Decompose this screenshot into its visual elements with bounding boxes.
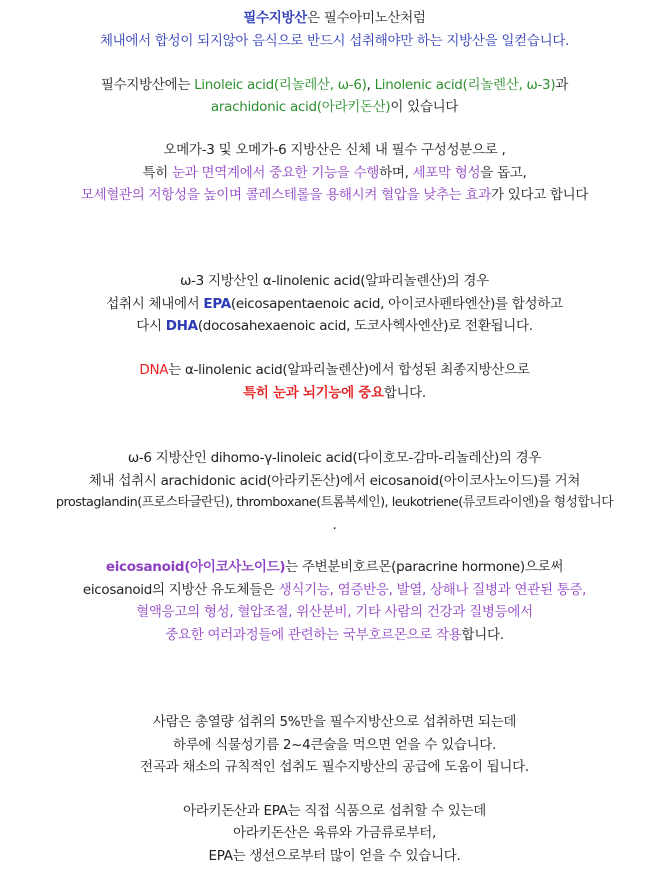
text: 하며, xyxy=(379,165,413,181)
p8-line-2 xyxy=(0,735,669,755)
text: 하루에 식물성기름 2~4큰술을 먹으면 얻을 수 있습니다. xyxy=(172,737,497,753)
p1-line-2 xyxy=(0,31,669,51)
p4-line-3 xyxy=(0,316,669,336)
text: 체내에서 합성이 되지않아 음식으로 반드시 섭취해야만 하는 지방산을 일컫습니다. xyxy=(99,33,570,49)
text: 은 필수아미노산처럼 xyxy=(307,10,426,26)
text: 오메가-3 및 오메가-6 지방산은 신체 내 필수 구성성분으로 , xyxy=(163,142,506,158)
text: eicosanoid의 지방산 유도체들은 xyxy=(82,582,279,598)
text: 이 있습니다 xyxy=(390,99,459,115)
text: 섭취시 체내에서 xyxy=(106,296,204,312)
text: (docosahexaenoic acid, 도코사헥사엔산)로 전환됩니다. xyxy=(197,318,533,334)
term-essential-fatty-acid: 필수지방산 xyxy=(243,10,308,26)
p7-line-4 xyxy=(0,625,669,645)
text: 을 돕고, xyxy=(480,165,527,181)
text: 아라키돈산과 EPA는 직접 식품으로 섭취할 수 있는데 xyxy=(183,803,486,819)
text: 과 xyxy=(555,77,569,93)
p6-line-3 xyxy=(0,493,669,513)
p6-line-1 xyxy=(0,448,669,468)
highlight-functions-cont: 혈액응고의 형성, 혈압조절, 위산분비, 기타 사람의 건강과 질병등에서 xyxy=(136,604,533,620)
p6-line-2 xyxy=(0,471,669,491)
p5-line-2 xyxy=(0,383,669,403)
p7-line-2 xyxy=(0,580,669,600)
highlight-local-hormone: 중요한 여러과정들에 관련하는 국부호르몬으로 작용 xyxy=(165,627,462,643)
p9-line-3 xyxy=(0,846,669,866)
text: , xyxy=(366,77,375,93)
term-dha: DHA xyxy=(165,318,198,334)
text: 합니다. xyxy=(461,627,504,643)
text: 다시 xyxy=(136,318,166,334)
text: prostaglandin(프로스타글란딘), thromboxane(트롬복세인), leukotriene(류코트라이엔)을 형성합니다 xyxy=(55,495,614,510)
text: 는 α-linolenic acid(알파리놀렌산)에서 합성된 최종지방산으로 xyxy=(168,362,530,378)
term-arachidonic-acid: arachidonic acid(아라키돈산) xyxy=(210,99,391,115)
text: 필수지방산에는 xyxy=(100,77,195,93)
text: 특히 xyxy=(142,165,172,181)
highlight-blood-pressure: 모세혈관의 저항성을 높이며 콜레스테롤을 용해시켜 혈압을 낮추는 효과 xyxy=(80,187,491,203)
p8-line-3 xyxy=(0,757,669,777)
p9-line-2 xyxy=(0,823,669,843)
term-linoleic-acid: Linoleic acid(리놀레산, ω-6) xyxy=(194,77,367,93)
term-dna: DNA xyxy=(139,362,169,378)
p7-line-1 xyxy=(0,557,669,577)
text: 사람은 총열량 섭취의 5%만을 필수지방산으로 섭취하면 되는데 xyxy=(152,714,517,730)
p3-line-2 xyxy=(0,163,669,183)
highlight-eye-immune: 눈과 면역계에서 중요한 기능을 수행 xyxy=(172,165,380,181)
text: . xyxy=(332,517,337,533)
term-epa: EPA xyxy=(203,296,231,312)
p3-line-1 xyxy=(0,140,669,160)
term-linolenic-acid: Linolenic acid(리놀렌산, ω-3) xyxy=(374,77,556,93)
p8-line-1 xyxy=(0,712,669,732)
text: EPA는 생선으로부터 많이 얻을 수 있습니다. xyxy=(208,848,461,864)
p4-line-1 xyxy=(0,271,669,291)
text: 전곡과 채소의 규칙적인 섭취도 필수지방산의 공급에 도움이 됩니다. xyxy=(140,759,529,775)
text: 가 있다고 합니다 xyxy=(491,187,589,203)
p2-line-1 xyxy=(0,75,669,95)
p1-line-1 xyxy=(0,8,669,28)
p3-line-3 xyxy=(0,185,669,205)
highlight-functions: 생식기능, 염증반응, 발열, 상해나 질병과 연관된 통증, xyxy=(278,582,587,598)
text: 는 주변분비호르몬(paracrine hormone)으로써 xyxy=(285,559,564,575)
term-eicosanoid: eicosanoid(아이코사노이드) xyxy=(105,559,286,575)
p6-line-4 xyxy=(0,515,669,535)
p9-line-1 xyxy=(0,801,669,821)
text: ω-6 지방산인 dihomo-γ-linoleic acid(다이호모-감마-리놀레산)의 경우 xyxy=(127,450,542,466)
p2-line-2 xyxy=(0,97,669,117)
text: 합니다. xyxy=(383,385,426,401)
p5-line-1 xyxy=(0,360,669,380)
text: (eicosapentaenoic acid, 아이코사펜타엔산)를 합성하고 xyxy=(230,296,563,312)
text: 체내 섭취시 arachidonic acid(아라키돈산)에서 eicosanoid(아이코사노이드)를 거쳐 xyxy=(88,473,581,489)
highlight-eye-brain: 특히 눈과 뇌기능에 중요 xyxy=(243,385,384,401)
text: 아라키돈산은 육류와 가금류로부터, xyxy=(232,825,437,841)
text: ω-3 지방산인 α-linolenic acid(알파리놀렌산)의 경우 xyxy=(180,273,489,289)
p7-line-3 xyxy=(0,602,669,622)
p4-line-2 xyxy=(0,294,669,314)
highlight-cell-membrane: 세포막 형성 xyxy=(412,165,481,181)
